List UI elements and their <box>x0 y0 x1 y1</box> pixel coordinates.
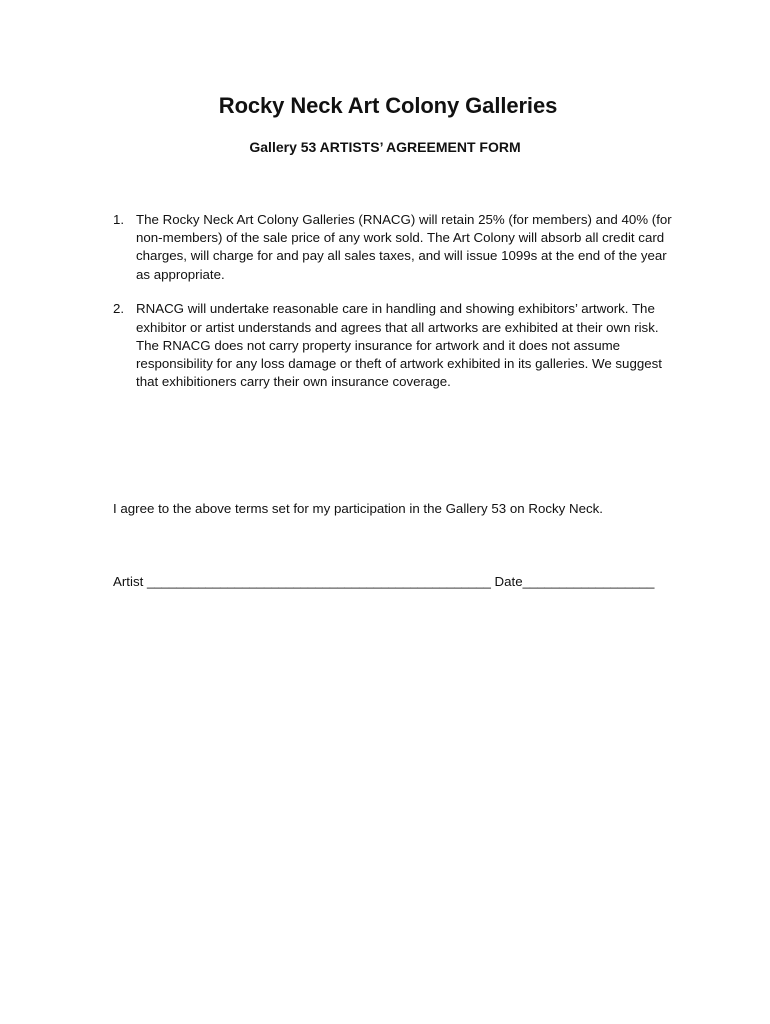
term-number: 1. <box>113 212 125 227</box>
document-subtitle: Gallery 53 ARTISTS’ AGREEMENT FORM <box>249 139 521 155</box>
signature-line <box>113 574 654 589</box>
agreement-statement: I agree to the above terms set for my participation in the Gallery 53 on Rocky Neck. <box>113 501 603 516</box>
term-item <box>113 300 683 391</box>
date-label: Date <box>494 574 523 589</box>
terms-list <box>113 211 683 408</box>
date-field[interactable]: __________________ <box>522 574 655 589</box>
term-text: The Rocky Neck Art Colony Galleries (RNACG) will retain 25% (for members) and 40% (for non-members) of the sale price of any work sold. The Art Colony will absorb all credit card charges, will charge for and pay all sales taxes, and will issue 1099s at the end of the year as appropriate. <box>136 212 672 282</box>
term-item <box>113 211 683 284</box>
artist-label: Artist <box>113 574 144 589</box>
document-title: Rocky Neck Art Colony Galleries <box>218 93 558 118</box>
term-text: RNACG will undertake reasonable care in handling and showing exhibitors’ artwork. The exhibitor or artist understands and agrees that all artworks are exhibited at their own risk. The RNACG does not carry property insurance for artwork and it does not assume responsibility for any loss damage or theft of artwork exhibited in its galleries. We suggest that exhibitioners carry their own insurance coverage. <box>136 301 662 390</box>
term-number: 2. <box>113 301 125 317</box>
artist-signature-field[interactable]: _______________________________________________ <box>147 574 491 589</box>
